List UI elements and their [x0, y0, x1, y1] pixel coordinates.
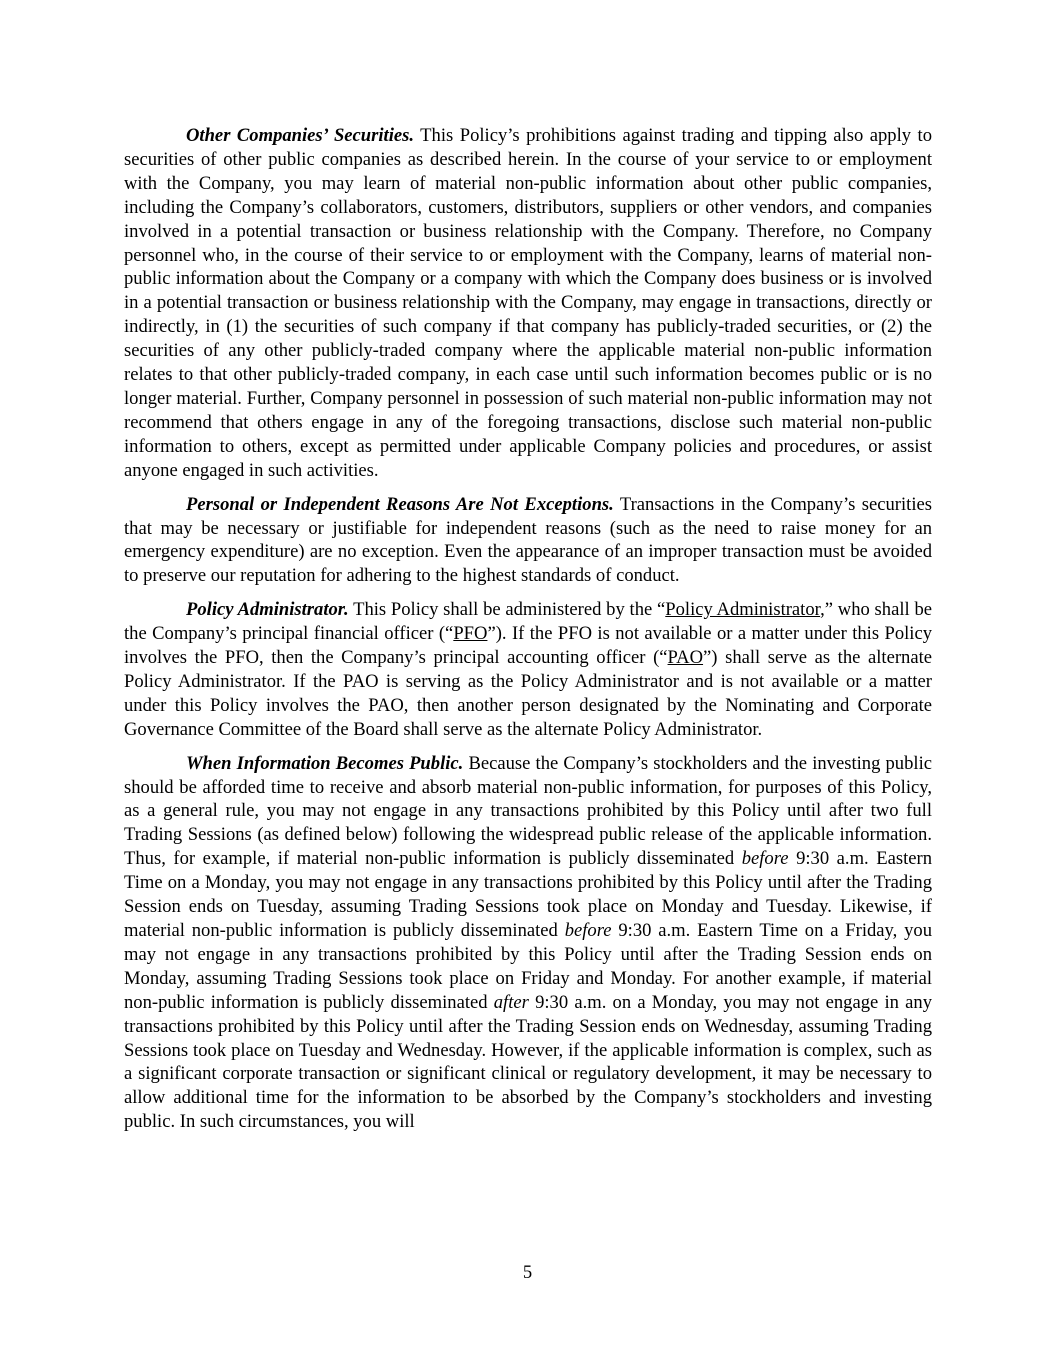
paragraph-text: Because the Company’s stockholders and the investing public should be afforded time to receive and absorb material non-public information, for purposes of this Policy, as a general rule, you may not engage in any transactions prohibited by this Policy until after two full Trading Sessions (as defined below) following the widespread public release of the applicable information. Thus, for example, if material non-public information is publicly disseminated: [124, 752, 932, 870]
defined-term: PFO: [453, 623, 488, 645]
paragraph-text: ”) shall serve as the alternate Policy Administrator. If the PAO is serving as the Policy Administrator and is not available or a matter under this Policy involves the PAO, then another person designated by the Nominating and Corporate Governance Committee of the Board shall serve as the alternate Policy Administrator.: [124, 647, 932, 740]
paragraph-text: 9:30 a.m. Eastern Time on a Monday, you may not engage in any transactions prohibited by this Policy until after the Trading Session ends on Tuesday, assuming Trading Sessions took place on Monday and Tuesday. Likewise, if material non-public information is publicly disseminated: [124, 848, 932, 941]
paragraph-text: 9:30 a.m. on a Monday, you may not engage in any transactions prohibited by this Policy until after the Trading Session ends on Wednesday, assuming Trading Sessions took place on Tuesday and Wednesday. However, if the applicable information is complex, such as a significant corporate transaction or significant clinical or regulatory development, it may be necessary to allow additional time for the information to be absorbed by the Company’s stockholders and investing public. In such circumstances, you will: [124, 991, 932, 1133]
paragraph-text: Transactions in the Company’s securities that may be necessary or justifiable for independent reasons (such as the need to raise money for an emergency expenditure) are no exception. Even the appearance of an improper transaction must be avoided to preserve our reputation for adhering to the highest standards of conduct.: [124, 493, 932, 587]
paragraph-text: ”). If the PFO is not available or a matter under this Policy involves the PFO, then the Company’s principal accounting officer (“: [124, 623, 932, 669]
paragraph-information-public: [124, 752, 932, 1135]
paragraph-text: 9:30 a.m. Eastern Time on a Friday, you may not engage in any transactions prohibited by this Policy until after the Trading Session ends on Monday, assuming Trading Sessions took place on Friday and Monday. For another example, if material non-public information is publicly disseminated: [124, 920, 932, 1013]
defined-term: Policy Administrator: [665, 599, 821, 621]
paragraph-policy-administrator: [124, 598, 932, 741]
section-heading: Personal or Independent Reasons Are Not Exceptions.: [186, 493, 614, 515]
paragraph-text: ,” who shall be the Company’s principal financial officer (“: [124, 599, 932, 645]
paragraph-text: This Policy’s prohibitions against trading and tipping also apply to securities of other public companies as described herein. In the course of your service to or employment with the Company, you may learn of material non-public information about other public companies, including the Company’s collaborators, customers, distributors, suppliers or other vendors, and companies involved in a potential transaction or business relationship with the Company. Therefore, no Company personnel who, in the course of their service to or employment with the Company, learns of material non-public information about the Company or a company with which the Company does business or is involved in a potential transaction or business relationship with the Company, may engage in transactions, directly or indirectly, in (1) the securities of such company if that company has publicly-traded securities, or (2) the securities of any other publicly-traded company where the applicable material non-public information relates to that other publicly-traded company, in each case until such information becomes public or is no longer material. Further, Company personnel in possession of such material non-public information may not recommend that others engage in any of the foregoing transactions, disclose such material non-public information to others, except as permitted under applicable Company policies and procedures, or assist anyone engaged in such activities.: [124, 125, 933, 481]
section-heading: Other Companies’ Securities.: [186, 125, 415, 146]
document-page: [124, 124, 932, 1144]
defined-term: PAO: [667, 647, 704, 669]
section-heading: When Information Becomes Public.: [186, 752, 464, 774]
section-heading: Policy Administrator.: [186, 599, 349, 621]
emphasis: after: [493, 991, 529, 1013]
paragraph-personal-reasons: [124, 493, 932, 589]
emphasis: before: [741, 848, 789, 870]
emphasis: before: [564, 920, 612, 941]
paragraph-text: This Policy shall be administered by the “: [348, 599, 666, 621]
page-number: 5: [522, 1262, 533, 1283]
paragraph-other-companies-securities: [124, 124, 932, 483]
